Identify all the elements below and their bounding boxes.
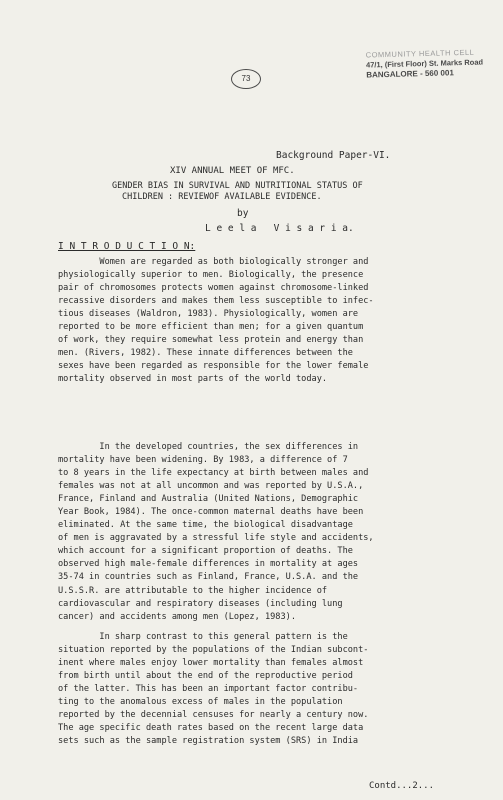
text-line: from birth until about the end of the reproductive period — [58, 671, 353, 682]
text-line: to 8 years in the life expectancy at birth between males and — [58, 468, 369, 479]
text-line: females was not at all uncommon and was reported by U.S.A., — [58, 481, 364, 492]
text-line: of the latter. This has been an important factor contribu- — [58, 684, 359, 695]
text-line: 35-74 in countries such as Finland, France, U.S.A. and the — [58, 572, 359, 583]
text-line: which account for a significant proportion of deaths. The — [58, 546, 353, 557]
paragraph-2 — [58, 441, 468, 624]
page-number-circle: 73 — [231, 69, 261, 89]
text-line: sexes have been regarded as responsible for the lower female — [58, 361, 369, 372]
text-line: The age specific death rates based on the recent large data — [58, 723, 364, 734]
text-line: reported by the decennial censuses for nearly a century now. — [58, 710, 369, 721]
text-line: men. (Rivers, 1982). These innate differences between the — [58, 348, 353, 359]
text-line: ting to the anomalous excess of males in the population — [58, 697, 343, 708]
text-line: inent where males enjoy lower mortality than females almost — [58, 658, 364, 669]
text-line: France, Finland and Australia (United Nations, Demographic — [58, 494, 359, 505]
stamp-line-1: COMMUNITY HEALTH CELL — [365, 47, 475, 60]
text-line: pair of chromosomes protects women against chromosome-linked — [58, 283, 369, 294]
text-line: reported to be more efficient than men; for a given quantum — [58, 322, 364, 333]
background-paper-label: Background Paper-VI. — [276, 150, 391, 161]
paragraph-1 — [58, 256, 468, 386]
paragraph-3 — [58, 631, 468, 748]
section-heading-introduction: I N T R O D U C T I O N: — [58, 241, 196, 252]
text-line: sets such as the sample registration system (SRS) in India — [58, 736, 359, 747]
title-line-1: GENDER BIAS IN SURVIVAL AND NUTRITIONAL STATUS OF — [112, 181, 363, 191]
continued-marker: Contd...2... — [369, 781, 435, 791]
text-line: Women are regarded as both biologically stronger and — [58, 257, 369, 267]
author-name: L e e l a V i s a r i a. — [205, 223, 354, 234]
text-line: eliminated. At the same time, the biological disadvantage — [58, 520, 353, 531]
by-label: by — [237, 208, 249, 219]
stamp-line-3: BANGALORE - 560 001 — [366, 68, 454, 80]
text-line: mortality observed in most parts of the world today. — [58, 374, 328, 385]
text-line: recassive disorders and makes them less susceptible to infec- — [58, 296, 374, 307]
text-line: Year Book, 1984). The once-common maternal deaths have been — [58, 507, 364, 518]
stamp-line-2: 47/1, (First Floor) St. Marks Road — [365, 57, 484, 70]
text-line: In the developed countries, the sex differences in — [58, 442, 359, 452]
text-line: cancer) and accidents among men (Lopez, 1983). — [58, 611, 296, 622]
meet-heading: XIV ANNUAL MEET OF MFC. — [170, 166, 295, 176]
text-line: cardiovascular and respiratory diseases (including lung — [58, 598, 343, 609]
address-stamp — [366, 47, 484, 80]
paper-title — [112, 181, 452, 203]
text-line: In sharp contrast to this general pattern is the — [58, 632, 348, 642]
text-line: observed high male-female differences in mortality at ages — [58, 559, 359, 570]
text-line: situation reported by the populations of the Indian subcont- — [58, 645, 369, 656]
text-line: tious diseases (Waldron, 1983). Physiologically, women are — [58, 309, 359, 320]
text-line: of men is aggravated by a stressful life style and accidents, — [58, 533, 374, 544]
text-line: mortality have been widening. By 1983, a difference of 7 — [58, 455, 348, 466]
text-line: physiologically superior to men. Biologically, the presence — [58, 270, 364, 281]
text-line: U.S.S.R. are attributable to the higher incidence of — [58, 585, 328, 596]
title-line-2: CHILDREN : REVIEWOF AVAILABLE EVIDENCE. — [122, 192, 322, 202]
text-line: of work, they require somewhat less protein and energy than — [58, 335, 364, 346]
